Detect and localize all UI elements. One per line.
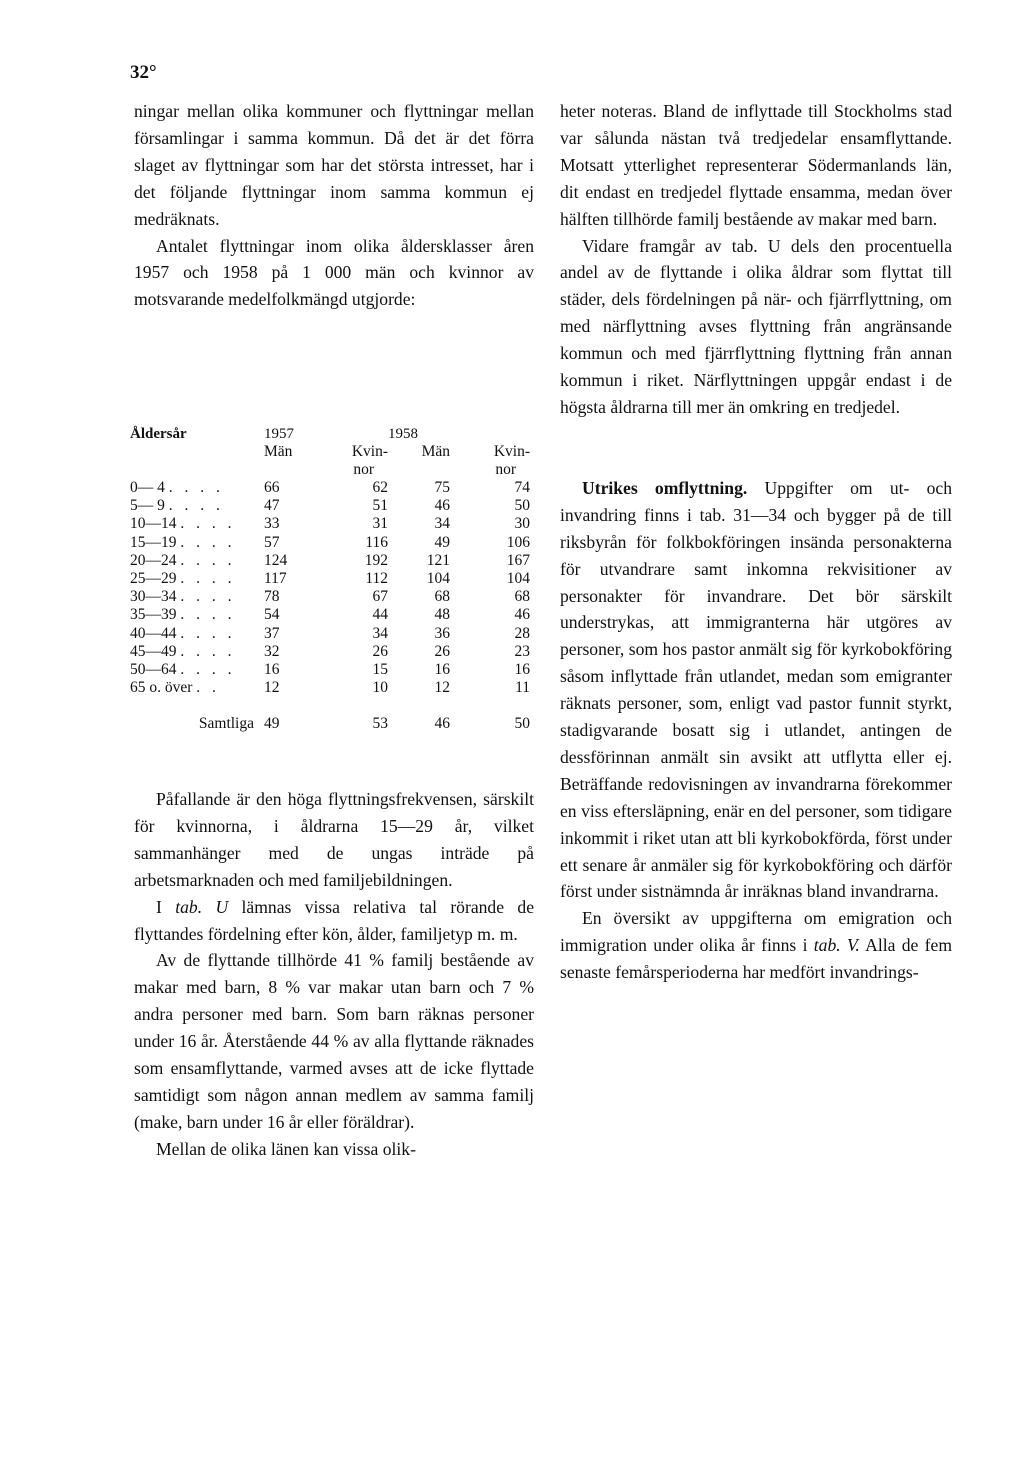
table-cell-m58: 49: [434, 533, 450, 551]
table-cell-m57: 117: [264, 569, 287, 587]
table-header-1957: 1957: [264, 426, 294, 442]
age-label: 25—29: [130, 569, 177, 587]
table-cell-m57: 32: [264, 642, 280, 660]
table-cell-w58: 30: [514, 515, 530, 533]
table-reference: tab. V.: [813, 935, 860, 956]
table-cell-m58: 75: [434, 479, 450, 496]
paragraph: ningar mellan olika kommuner och flyttningar mellan församlingar i samma kommun. Då det är det förra slaget av flyttningar som har det största intresset, har i det följande flyttningar inom samma kommun ej medräknats.: [134, 101, 534, 229]
table-cell-age: [130, 588, 264, 606]
table-cell-w58: 11: [515, 679, 530, 697]
table-cell-w57: 10: [372, 679, 388, 697]
table-cell-age: [130, 570, 264, 588]
age-label: 65 o. över: [130, 679, 193, 697]
text-span: I: [156, 896, 176, 917]
table-cell-m58: 68: [434, 588, 450, 606]
table-cell-m58: 46: [434, 497, 450, 515]
table-row: [130, 643, 530, 661]
table-total-w57: 53: [372, 715, 388, 733]
left-column-bottom: [134, 786, 534, 1163]
table-header-women-1957: Kvin-: [351, 443, 388, 460]
leader-dots: . . . .: [180, 642, 236, 660]
leader-dots: . . . .: [180, 606, 236, 624]
page-number: 32°: [130, 62, 157, 83]
table-cell-w57: 62: [372, 479, 388, 496]
table-cell-w57: 34: [372, 624, 388, 642]
paragraph: Antalet flyttningar inom olika åldersklasser åren 1957 och 1958 på 1 000 män och kvinnor av motsvarande medelfolkmängd utgjorde:: [134, 235, 534, 310]
table-total-m57: 49: [264, 715, 280, 733]
table-cell-age: [130, 479, 264, 497]
table-cell-age: [130, 625, 264, 643]
table-cell-m58: 48: [434, 606, 450, 624]
table-cell-m57: 37: [264, 624, 280, 642]
table-cell-w58: 106: [506, 533, 530, 551]
age-migration-table: [130, 425, 530, 733]
table-cell-w58: 68: [514, 588, 530, 606]
table-total-label: Samtliga: [198, 715, 254, 733]
table-cell-w58: 28: [514, 624, 530, 642]
table-cell-w58: 74: [514, 479, 530, 496]
paragraph: Påfallande är den höga flyttningsfrekvensen, särskilt för kvinnorna, i åldrarna 15—29 år, vilket sammanhänger med de ungas inträde på arbetsmarknaden och med familjebildningen.: [134, 789, 534, 890]
paragraph: Vidare framgår av tab. U dels den procentuella andel av de flyttande i olika åldrar som flyttat till städer, dels fördelningen på när- och fjärrflyttning, om med närflyttning avses flyttning från angränsande kommun och med fjärrflyttning flyttning från annan kommun i riket. Närflyttningen uppgår endast i de högsta åldrarna till mer än omkring en tredjedel.: [560, 235, 952, 417]
leader-dots: . . . .: [168, 497, 224, 515]
table-reference: tab. U: [175, 896, 229, 917]
table-cell-age: [130, 661, 264, 679]
table-cell-m58: 104: [426, 569, 450, 587]
table-row: [130, 570, 530, 588]
age-label: 10—14: [130, 515, 177, 533]
table-header-men-1958: Män: [421, 443, 450, 460]
leader-dots: . . . .: [180, 624, 236, 642]
section-heading: Utrikes omflyttning.: [582, 477, 748, 498]
paragraph: Mellan de olika länen kan vissa olik-: [156, 1138, 416, 1159]
leader-dots: . . . .: [180, 515, 236, 533]
table-cell-w57: 112: [365, 569, 388, 587]
age-label: 40—44: [130, 624, 177, 642]
leader-dots: . . . .: [180, 569, 236, 587]
right-column: [560, 98, 952, 986]
paragraph: [134, 894, 534, 948]
table-cell-m58: 26: [434, 642, 450, 660]
table-cell-age: [130, 606, 264, 624]
table-cell-w57: 31: [372, 515, 388, 533]
age-label: 30—34: [130, 588, 177, 606]
leader-dots: . . . .: [168, 479, 224, 496]
table-cell-w57: 26: [372, 642, 388, 660]
table-row: [130, 625, 530, 643]
age-label: 35—39: [130, 606, 177, 624]
table-header-women-1958: Kvin-: [493, 443, 530, 460]
table-header-1958: 1958: [388, 426, 418, 442]
leader-dots: . . . .: [180, 533, 236, 551]
table-total-m58: 46: [434, 715, 450, 733]
table-cell-w58: 16: [514, 660, 530, 678]
table-row: [130, 479, 530, 497]
table-cell-w58: 104: [506, 569, 530, 587]
table-cell-w58: 46: [514, 606, 530, 624]
table-row: [130, 588, 530, 606]
table-cell-m57: 33: [264, 515, 280, 533]
text-span: Alla de fem senaste femårsperioderna har medfört invandrings-: [560, 935, 953, 983]
table-cell-age: [130, 643, 264, 661]
table-cell-m58: 34: [434, 515, 450, 533]
age-label: 5— 9: [130, 497, 165, 515]
table-cell-w58: 50: [514, 497, 530, 515]
table-cell-m58: 36: [434, 624, 450, 642]
table-cell-m57: 12: [264, 679, 280, 697]
table-header-women-1957-b: nor: [353, 461, 374, 478]
table-total-w58: 50: [514, 715, 530, 733]
table-cell-m57: 16: [264, 660, 280, 678]
age-label: 15—19: [130, 533, 177, 551]
table-cell-w57: 192: [364, 551, 388, 569]
table-cell-w57: 44: [372, 606, 388, 624]
age-label: 45—49: [130, 642, 177, 660]
table-row: [130, 661, 530, 679]
leader-dots: . . . .: [180, 551, 236, 569]
table-cell-w58: 167: [506, 551, 530, 569]
table-cell-age: [130, 679, 264, 697]
table-header-age: Åldersår: [130, 426, 187, 442]
text-span: lämnas vissa relativa tal rörande de flyttandes fördelning efter kön, ålder, familjetyp m. m.: [134, 896, 535, 944]
paragraph: [560, 905, 952, 986]
table-cell-m57: 78: [264, 588, 280, 606]
leader-dots: . .: [196, 679, 220, 697]
paragraph: [560, 475, 952, 906]
table-cell-w57: 51: [372, 497, 388, 515]
table-row: [130, 515, 530, 533]
age-label: 20—24: [130, 551, 177, 569]
table-cell-m58: 121: [426, 551, 450, 569]
table-header-men-1957: Män: [264, 443, 293, 460]
table-cell-m58: 12: [434, 679, 450, 697]
table-header-women-1958-b: nor: [495, 461, 516, 478]
table-cell-age: [130, 515, 264, 533]
leader-dots: . . . .: [180, 660, 236, 678]
table-cell-m57: 124: [264, 551, 288, 569]
table-cell-m57: 57: [264, 533, 280, 551]
table-cell-m58: 16: [434, 660, 450, 678]
table-row: [130, 497, 530, 515]
table-cell-age: [130, 534, 264, 552]
table-cell-age: [130, 497, 264, 515]
age-label: 50—64: [130, 660, 177, 678]
table-cell-m57: 54: [264, 606, 280, 624]
table-cell-m57: 66: [264, 479, 280, 496]
table-row: [130, 534, 530, 552]
table-row: [130, 606, 530, 624]
left-column-top: [134, 98, 534, 313]
table-cell-age: [130, 552, 264, 570]
table-cell-w57: 116: [365, 533, 388, 551]
table-cell-m57: 47: [264, 497, 280, 515]
text-span: En översikt av uppgifterna om emigration och immigration under olika år finns i: [560, 908, 952, 956]
text-span: Uppgifter om ut- och invandring finns i tab. 31—34 och bygger på de till riksbyrån för folkbokföringen insända personakterna för utvandrare samt inkomna rekvisitioner av personakter för invandrare. Det bör särskilt understrykas, att immigranterna här utgöres av personer, som hos pastor anmält sig för kyrkobokföring såsom inflyttade från utlandet, medan som emigranter räknats personer, som, enligt vad pastor funnit styrkt, stadigvarande bosatt sig i utlandet, antingen de dessförinnan anmält sin avsikt att utflytta eller ej. Beträffande redovisningen av invandrarna förekommer en viss eftersläpning, enär en del personer, som tidigare inkommit i riket utan att bli kyrkobokförda, först under ett senare år anmäler sig för kyrkobokföring och därför först under sistnämnda år inräknas bland invandrarna.: [560, 477, 953, 902]
table-row: [130, 552, 530, 570]
table-row: [130, 679, 530, 697]
table-cell-w57: 67: [372, 588, 388, 606]
paragraph: Av de flyttande tillhörde 41 % familj bestående av makar med barn, 8 % var makar utan barn och 7 % andra personer med barn. Som barn räknas personer under 16 år. Återstående 44 % av alla flyttande räknades som ensamflyttande, varmed avses att de icke flyttade samtidigt som någon annan medlem av samma familj (make, barn under 16 år eller föräldrar).: [134, 950, 534, 1132]
leader-dots: . . . .: [180, 588, 236, 606]
table-cell-w58: 23: [514, 642, 530, 660]
age-label: 0— 4: [130, 479, 165, 496]
paragraph: heter noteras. Bland de inflyttade till Stockholms stad var sålunda nästan två tredjedelar ensamflyttande. Motsatt ytterlighet representerar Södermanlands län, dit endast en tredjedel flyttade ensamma, medan över hälften tillhörde familj bestående av makar med barn.: [560, 101, 952, 229]
table-cell-w57: 15: [372, 660, 388, 678]
